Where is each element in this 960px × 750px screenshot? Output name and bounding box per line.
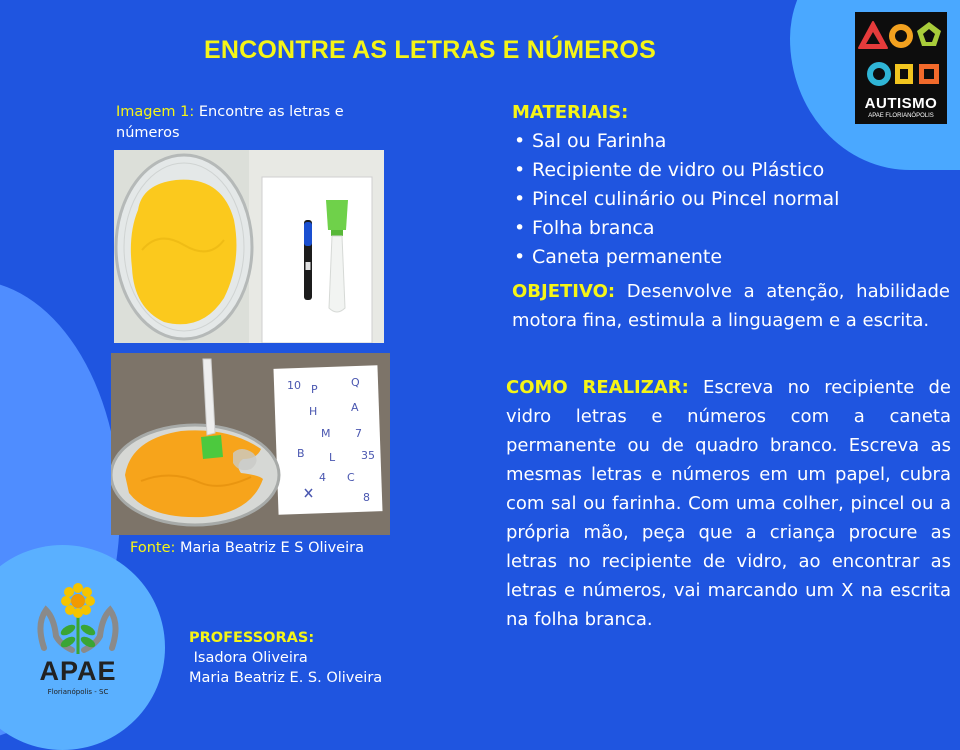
objective-label: OBJETIVO: <box>512 281 616 302</box>
teachers-heading: PROFESSORAS: <box>189 630 315 646</box>
image1-caption-text: Encontre as letras e números <box>116 104 344 141</box>
how-to-text: Escreva no recipiente de vidro letras e números com a caneta permanente ou de quadro branco. Escreva as mesmas letras e números em um papel, cubra com sal ou farinha. Com uma colher, pincel ou a própria mão, peça que a criança procure as letras no recipiente de vidro, ao encontrar as letras e números, vai marcando um X na escrita na folha branca. <box>506 377 951 630</box>
list-item: • Folha branca <box>512 214 960 243</box>
paper-mark: 8 <box>363 491 370 504</box>
source-caption-label: Fonte: <box>130 540 176 556</box>
apae-logo <box>32 578 124 703</box>
paper-mark: 35 <box>361 449 375 462</box>
paper-mark: 4 <box>319 471 326 484</box>
teacher-name: Maria Beatriz E. S. Oliveira <box>189 670 383 686</box>
objective-paragraph <box>512 277 950 335</box>
list-item: • Caneta permanente <box>512 243 960 272</box>
materials-list <box>512 127 960 272</box>
materials-heading: MATERIAIS: <box>512 102 629 123</box>
source-caption-text: Maria Beatriz E S Oliveira <box>175 540 364 556</box>
list-item: • Recipiente de vidro ou Plástico <box>512 156 960 185</box>
how-to-label: COMO REALIZAR: <box>506 377 689 398</box>
list-item: • Pincel culinário ou Pincel normal <box>512 185 960 214</box>
paper-mark: B <box>297 447 305 460</box>
apae-logo-subtitle: Florianópolis - SC <box>47 688 109 696</box>
materials-section <box>512 98 960 272</box>
photo-activity <box>111 353 390 535</box>
how-to-paragraph <box>506 373 951 634</box>
paper-mark: L <box>329 451 336 464</box>
objective-text: Desenvolve a atenção, habilidade motora fina, estimula a linguagem e a escrita. <box>512 281 950 331</box>
image1-caption <box>116 102 386 144</box>
teachers-section <box>189 628 382 688</box>
photo-materials <box>114 150 384 343</box>
autismo-logo-subtitle: APAE FLORIANÓPOLIS <box>868 113 934 119</box>
paper-mark: P <box>311 383 318 396</box>
page-title: ENCONTRE AS LETRAS E NÚMEROS <box>204 36 656 64</box>
paper-mark: 7 <box>355 427 362 440</box>
paper-mark: Q <box>351 376 360 389</box>
list-item: • Sal ou Farinha <box>512 127 960 156</box>
paper-mark: C <box>347 471 355 484</box>
autismo-logo-name: AUTISMO <box>864 95 938 112</box>
teacher-name: Isadora Oliveira <box>189 650 308 666</box>
paper-mark: A <box>351 401 359 414</box>
paper-mark: H <box>309 405 318 418</box>
source-caption <box>130 540 364 556</box>
paper-mark: 10 <box>287 379 301 392</box>
apae-logo-name: APAE <box>39 656 117 686</box>
paper-mark: M <box>321 427 331 440</box>
image1-caption-label: Imagem 1: <box>116 104 195 120</box>
